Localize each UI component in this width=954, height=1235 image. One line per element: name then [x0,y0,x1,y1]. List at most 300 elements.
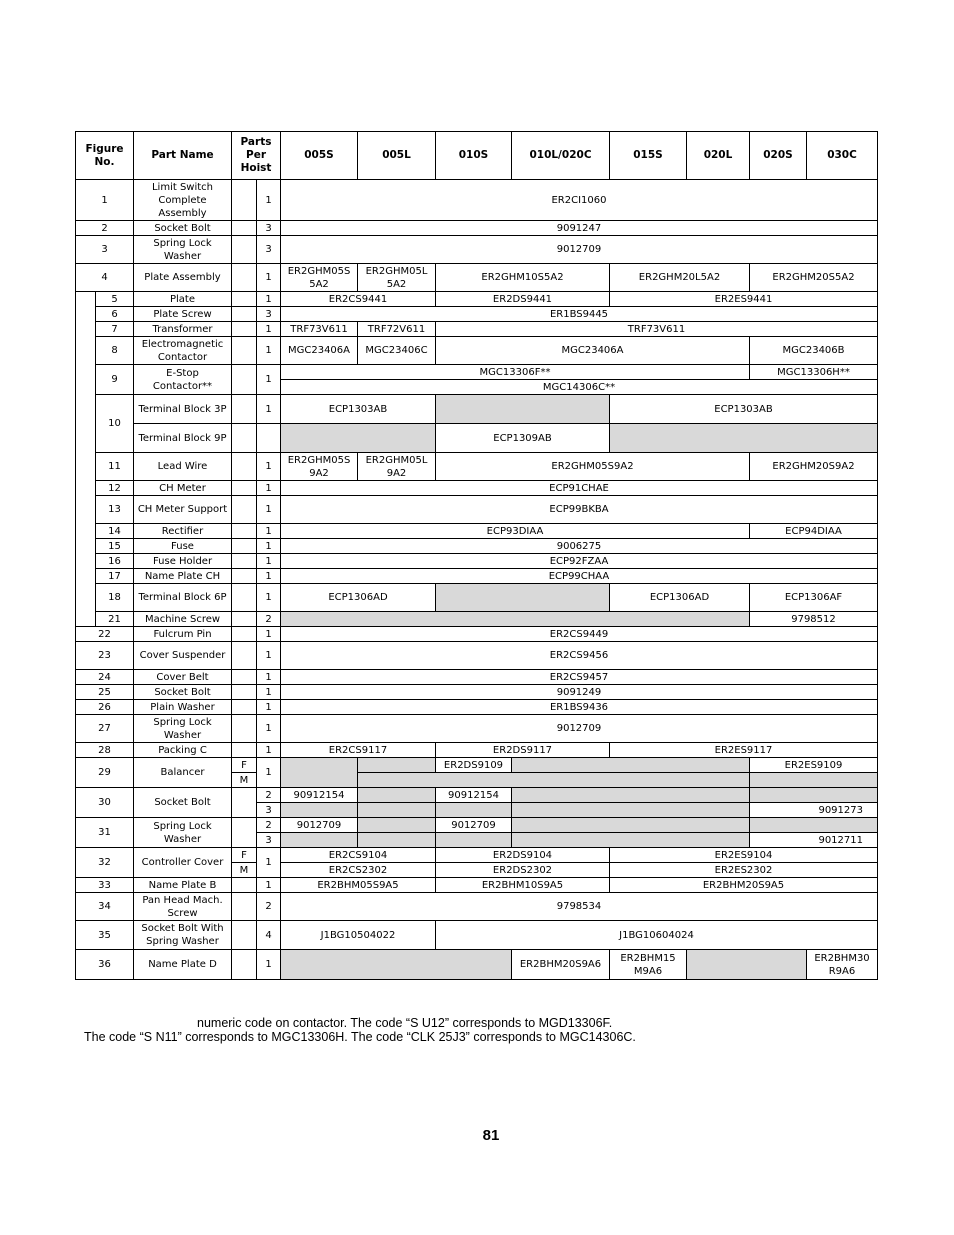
figure-no: 7 [96,322,134,337]
qty: 1 [257,395,281,424]
table-row [76,878,878,893]
table-row [76,524,878,539]
part-number: TRF73V611 [436,322,878,337]
qty: 1 [257,685,281,700]
not-applicable-cell [750,788,878,803]
figure-no: 13 [96,496,134,524]
table-row [76,481,878,496]
table-row [76,950,878,980]
not-applicable-cell [358,833,436,848]
part-number: ER2DS9117 [436,743,610,758]
blank-cell [232,612,257,627]
part-name: Cover Suspender [134,642,232,670]
blank-cell [232,307,257,322]
figure-no: 31 [76,818,134,848]
part-number: ECP93DIAA [281,524,750,539]
part-number: ER2CS9449 [281,627,878,642]
blank-cell [232,818,257,848]
table-row [76,496,878,524]
part-number: ER2DS9441 [436,292,610,307]
blank-cell [232,322,257,337]
part-number: MGC23406C [358,337,436,365]
indent-cell [76,322,96,337]
figure-no: 10 [96,395,134,453]
part-number: ER2CS9441 [281,292,436,307]
figure-no: 23 [76,642,134,670]
part-number: ER2DS9109 [436,758,512,773]
indent-cell [76,612,96,627]
qty: 1 [257,322,281,337]
figure-no: 18 [96,584,134,612]
page-number: 81 [482,1127,500,1144]
table-row [76,612,878,627]
blank-cell [232,453,257,481]
table-row [76,642,878,670]
blank-cell [232,539,257,554]
figure-no: 21 [96,612,134,627]
part-number: 9091273 [750,803,878,818]
figure-no: 36 [76,950,134,980]
part-number: ER2GHM20S5A2 [750,264,878,292]
part-name: Socket Bolt [134,788,232,818]
blank-cell [232,584,257,612]
part-number: ER2DS2302 [436,863,610,878]
part-name: Name Plate D [134,950,232,980]
not-applicable-cell [436,395,610,424]
col-010l-020c: 010L/020C [512,132,610,180]
indent-cell [76,569,96,584]
part-name: Plate Screw [134,307,232,322]
blank-cell [232,481,257,496]
not-applicable-cell [281,424,436,453]
qty: 1 [257,848,281,878]
table-row [76,743,878,758]
figure-no: 15 [96,539,134,554]
figure-no: 27 [76,715,134,743]
part-name: Socket Bolt [134,221,232,236]
table-row [76,322,878,337]
blank-cell [232,627,257,642]
table-row [76,758,878,773]
part-number: ER2DS9104 [436,848,610,863]
qty: 1 [257,365,281,395]
part-name: Plate [134,292,232,307]
not-applicable-cell [281,612,750,627]
blank-cell [232,221,257,236]
parts-table [75,131,878,980]
part-number: ECP1303AB [610,395,878,424]
qty: 3 [257,833,281,848]
part-name: Cover Belt [134,670,232,685]
indent-cell [76,424,96,453]
table-row [76,180,878,221]
indent-cell [76,524,96,539]
figure-no: 22 [76,627,134,642]
table-row [76,700,878,715]
part-number: 9012709 [281,715,878,743]
table-row [76,818,878,833]
qty: 1 [257,453,281,481]
qty: 2 [257,893,281,921]
part-number: ECP91CHAE [281,481,878,496]
table-row [76,539,878,554]
figure-no: 9 [96,365,134,395]
part-name: Socket Bolt [134,685,232,700]
figure-no: 5 [96,292,134,307]
part-number: 9798512 [750,612,878,627]
blank-cell [232,236,257,264]
figure-no: 29 [76,758,134,788]
figure-no: 3 [76,236,134,264]
part-name: Spring Lock Washer [134,236,232,264]
part-name: Spring Lock Washer [134,715,232,743]
not-applicable-cell [358,788,436,803]
table-row [76,424,878,453]
part-number: MGC23406A [436,337,750,365]
indent-cell [76,539,96,554]
part-name: Limit Switch Complete Assembly [134,180,232,221]
part-number: MGC23406A [281,337,358,365]
blank-cell [232,921,257,950]
variant-f: F [232,758,257,773]
not-applicable-cell [358,818,436,833]
table-row [76,337,878,365]
figure-no: 26 [76,700,134,715]
part-number: ER2BHM10S9A5 [436,878,610,893]
qty: 1 [257,758,281,788]
qty: 1 [257,554,281,569]
not-applicable-cell [281,833,358,848]
part-number: 9091249 [281,685,878,700]
blank-cell [232,700,257,715]
part-number: 9091247 [281,221,878,236]
part-number: ECP92FZAA [281,554,878,569]
figure-no: 8 [96,337,134,365]
part-number: ER2BHM15 M9A6 [610,950,687,980]
figure-no: 34 [76,893,134,921]
part-name: Terminal Block 3P [134,395,232,424]
not-applicable-cell [512,803,750,818]
qty: 1 [257,878,281,893]
blank-cell [232,715,257,743]
figure-no: 24 [76,670,134,685]
part-name: Socket Bolt With Spring Washer [134,921,232,950]
part-name: Spring Lock Washer [134,818,232,848]
indent-cell [76,292,96,307]
figure-no: 17 [96,569,134,584]
part-number: 9012709 [436,818,512,833]
blank-cell [232,554,257,569]
col-005l: 005L [358,132,436,180]
part-name: Terminal Block 9P [134,424,232,453]
qty: 1 [257,743,281,758]
not-applicable-cell [610,424,878,453]
part-number: J1BG10604024 [436,921,878,950]
table-row [76,584,878,612]
part-name: Controller Cover [134,848,232,878]
table-row [76,365,878,380]
col-part-name: Part Name [134,132,232,180]
qty: 3 [257,307,281,322]
part-number: ER1BS9436 [281,700,878,715]
not-applicable-cell [436,803,512,818]
part-number: 9798534 [281,893,878,921]
blank-cell [257,424,281,453]
part-name: Machine Screw [134,612,232,627]
qty: 1 [257,524,281,539]
part-number: ECP94DIAA [750,524,878,539]
blank-cell [232,878,257,893]
part-number: ER2ES9117 [610,743,878,758]
blank-cell [232,893,257,921]
part-name: Name Plate CH [134,569,232,584]
not-applicable-cell [750,818,878,833]
part-number: ECP99CHAA [281,569,878,584]
part-name: Terminal Block 6P [134,584,232,612]
indent-cell [76,453,96,481]
qty: 1 [257,264,281,292]
part-number: ER2GHM20S9A2 [750,453,878,481]
indent-cell [76,481,96,496]
indent-cell [76,395,96,424]
blank-cell [232,743,257,758]
indent-cell [76,496,96,524]
not-applicable-cell [512,758,750,773]
part-number: ECP99BKBA [281,496,878,524]
part-name: Fuse [134,539,232,554]
figure-no: 33 [76,878,134,893]
part-number: ER2CI1060 [281,180,878,221]
part-number: ECP1306AF [750,584,878,612]
part-number: ER2BHM05S9A5 [281,878,436,893]
not-applicable-cell [281,758,358,788]
part-number: ER2CS9117 [281,743,436,758]
qty: 3 [257,221,281,236]
figure-no: 6 [96,307,134,322]
part-name: Rectifier [134,524,232,539]
qty: 3 [257,803,281,818]
qty: 1 [257,292,281,307]
part-number: 90912154 [281,788,358,803]
not-applicable-cell [436,584,610,612]
part-number: ER2GHM05S 9A2 [281,453,358,481]
col-005s: 005S [281,132,358,180]
part-number: MGC14306C** [281,380,878,395]
table-row [76,848,878,863]
qty: 1 [257,715,281,743]
part-name: Plain Washer [134,700,232,715]
col-020l: 020L [687,132,750,180]
qty: 1 [257,569,281,584]
part-number: MGC13306F** [281,365,750,380]
not-applicable-cell [436,833,512,848]
part-number: ECP1309AB [436,424,610,453]
part-name: Name Plate B [134,878,232,893]
blank-cell [232,524,257,539]
part-number: MGC23406B [750,337,878,365]
table-row [76,627,878,642]
figure-no: 25 [76,685,134,700]
part-name: CH Meter [134,481,232,496]
table-row [76,292,878,307]
part-name: Balancer [134,758,232,788]
part-number: ER2ES2302 [610,863,878,878]
part-number: MGC13306H** [750,365,878,380]
not-applicable-cell [750,773,878,788]
col-015s: 015S [610,132,687,180]
figure-no: 14 [96,524,134,539]
part-number: ER2ES9109 [750,758,878,773]
table-row [76,221,878,236]
footnote-line-1: numeric code on contactor. The code “S U12” corresponds to MGD13306F. [197,1016,613,1030]
qty: 1 [257,627,281,642]
figure-no: 35 [76,921,134,950]
table-row [76,893,878,921]
table-row [76,264,878,292]
table-row [76,395,878,424]
blank-cell [232,569,257,584]
indent-cell [76,307,96,322]
table-row [76,670,878,685]
not-applicable-cell [358,773,750,788]
indent-cell [76,584,96,612]
table-row [76,453,878,481]
blank-cell [232,788,257,818]
table-row [76,685,878,700]
part-number: ER2CS9456 [281,642,878,670]
footnote-line-2: The code “S N11” corresponds to MGC13306H. The code “CLK 25J3” corresponds to MGC14306C. [84,1030,636,1044]
table-row [76,921,878,950]
not-applicable-cell [512,788,750,803]
not-applicable-cell [687,950,807,980]
qty: 2 [257,612,281,627]
qty: 1 [257,584,281,612]
part-number: ER1BS9445 [281,307,878,322]
qty: 1 [257,700,281,715]
table-row [76,569,878,584]
part-name: Transformer [134,322,232,337]
not-applicable-cell [281,803,358,818]
part-number: ER2CS9104 [281,848,436,863]
figure-no: 1 [76,180,134,221]
table-row [76,554,878,569]
part-number: ER2GHM05S 5A2 [281,264,358,292]
part-name: Pan Head Mach. Screw [134,893,232,921]
not-applicable-cell [512,833,750,848]
blank-cell [232,365,257,395]
col-parts-per-hoist: Parts Per Hoist [232,132,281,180]
qty: 1 [257,950,281,980]
blank-cell [232,670,257,685]
part-number: ER2BHM30 R9A6 [807,950,878,980]
not-applicable-cell [512,818,750,833]
blank-cell [232,337,257,365]
col-010s: 010S [436,132,512,180]
part-name: E-Stop Contactor** [134,365,232,395]
table-row [76,236,878,264]
figure-no: 30 [76,788,134,818]
figure-no: 2 [76,221,134,236]
part-number: ER2GHM05L 9A2 [358,453,436,481]
part-number: ER2GHM10S5A2 [436,264,610,292]
col-020s: 020S [750,132,807,180]
indent-cell [76,554,96,569]
part-name: Electromagnetic Contactor [134,337,232,365]
part-number: ER2GHM20L5A2 [610,264,750,292]
part-name: Packing C [134,743,232,758]
part-number: ER2CS9457 [281,670,878,685]
blank-cell [232,642,257,670]
table-row [76,788,878,803]
qty: 1 [257,539,281,554]
qty: 1 [257,642,281,670]
part-name: Plate Assembly [134,264,232,292]
part-number: ER2GHM05S9A2 [436,453,750,481]
part-number: J1BG10504022 [281,921,436,950]
blank-cell [232,950,257,980]
part-number: ER2BHM20S9A6 [512,950,610,980]
part-number: 9012711 [750,833,878,848]
part-name: CH Meter Support [134,496,232,524]
blank-cell [232,264,257,292]
part-number: TRF73V611 [281,322,358,337]
qty: 2 [257,818,281,833]
not-applicable-cell [358,758,436,773]
qty: 1 [257,481,281,496]
qty: 1 [257,180,281,221]
part-number: ECP1303AB [281,395,436,424]
part-name: Lead Wire [134,453,232,481]
col-030c: 030C [807,132,878,180]
blank-cell [232,180,257,221]
figure-no: 12 [96,481,134,496]
part-number: 9012709 [281,818,358,833]
figure-no: 16 [96,554,134,569]
part-number: 9006275 [281,539,878,554]
qty: 3 [257,236,281,264]
header-row [76,132,878,180]
qty: 4 [257,921,281,950]
blank-cell [232,496,257,524]
col-figure-no: Figure No. [76,132,134,180]
figure-no: 11 [96,453,134,481]
part-number: TRF72V611 [358,322,436,337]
part-name: Fulcrum Pin [134,627,232,642]
part-number: ECP1306AD [610,584,750,612]
blank-cell [232,292,257,307]
blank-cell [232,395,257,424]
variant-f: F [232,848,257,863]
indent-cell [76,337,96,365]
qty: 1 [257,670,281,685]
part-number: 9012709 [281,236,878,264]
part-number: ER2ES9104 [610,848,878,863]
figure-no: 28 [76,743,134,758]
indent-cell [76,380,96,395]
table-row [76,715,878,743]
figure-no: 32 [76,848,134,878]
part-name: Fuse Holder [134,554,232,569]
variant-m: M [232,863,257,878]
part-number: ECP1306AD [281,584,436,612]
not-applicable-cell [281,950,512,980]
table-row [76,307,878,322]
qty: 1 [257,337,281,365]
variant-m: M [232,773,257,788]
part-number: 90912154 [436,788,512,803]
qty: 1 [257,496,281,524]
indent-cell [76,365,96,380]
